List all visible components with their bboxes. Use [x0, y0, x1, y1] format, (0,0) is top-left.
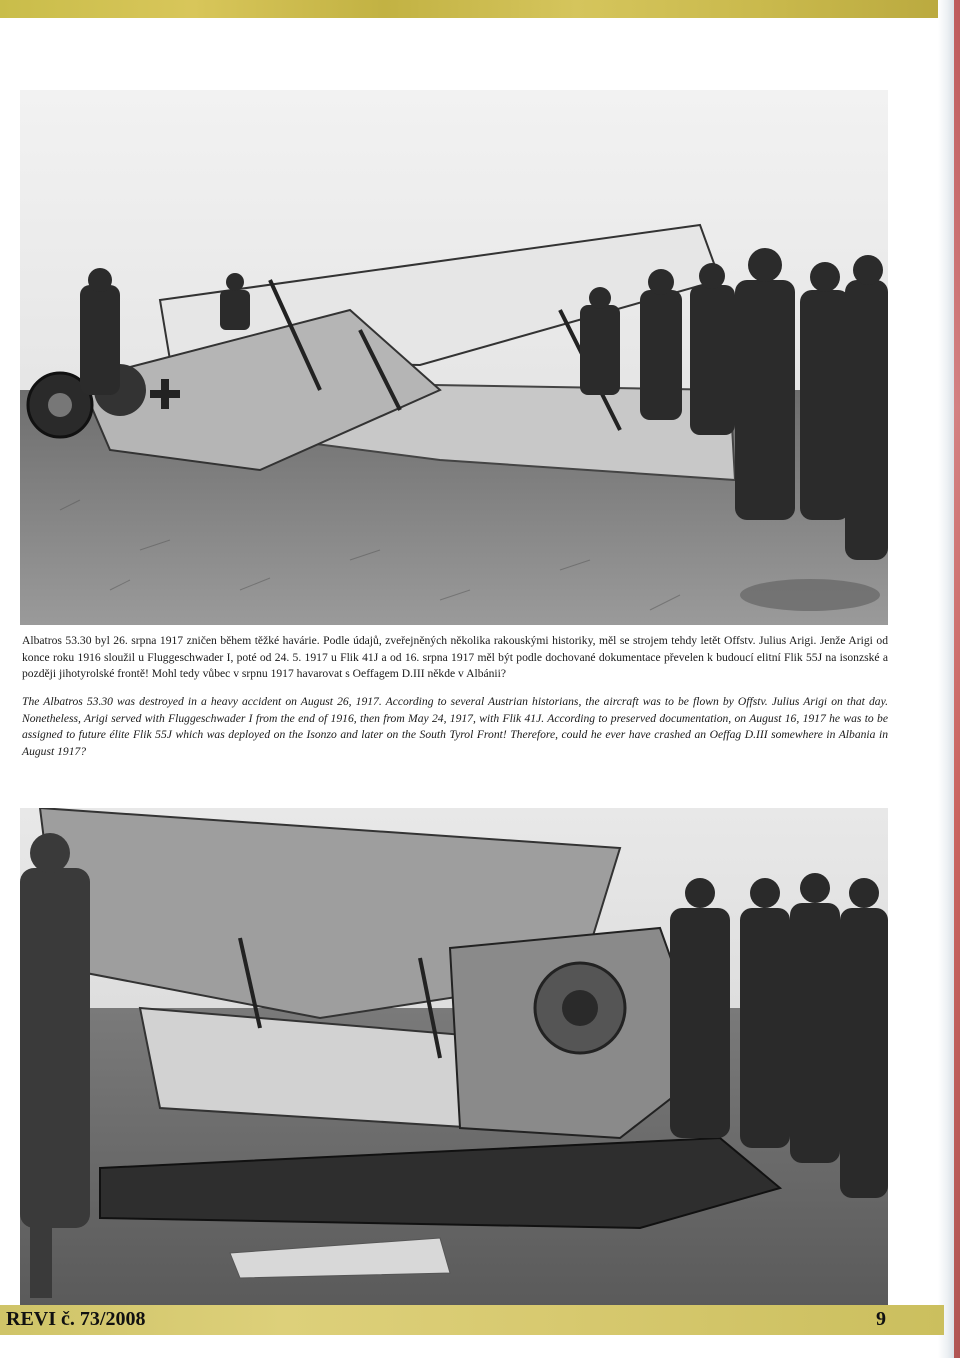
albatros-wreck-photo-1: [20, 90, 888, 625]
top-color-stripe: [0, 0, 960, 18]
magazine-issue-label: REVI č. 73/2008: [6, 1308, 146, 1330]
caption-czech: Albatros 53.30 byl 26. srpna 1917 zničen během těžké havárie. Podle údajů, zveřejněných několika rakouskými historiky, měl se strojem tehdy letět Offstv. Julius Arigi. Jenže Arigi od konce roku 1916 sloužil u Fluggeschwader I, poté od 24. 5. 1917 u Flik 41J a od 16. srpna 1917 měl být podle dochované dokumentace převelen k budoucí elitní Flik 55J na isonzské a později jihotyrolské frontě! Mohl tedy vůbec v srpnu 1917 havarovat s Oeffagem D.III někde v Albánii?: [22, 634, 888, 681]
caption-english: The Albatros 53.30 was destroyed in a heavy accident on August 26, 1917. According to several Austrian historians, the aircraft was to be flown by Offstv. Julius Arigi on that day. Nonetheless, Arigi served with Fluggeschwader I from the end of 1916, then from May 24, 1917, with Flik 41J. According to preserved documentation, on August 16, 1917 he was to be assigned to future élite Flik 55J which was deployed on the Isonzo and later on the South Tyrol Front! Therefore, could he ever have crashed an Oeffag D.III somewhere in Albania in August 1917?: [22, 695, 888, 758]
page-edge-accent: [954, 0, 960, 1358]
albatros-wreck-photo-2: [20, 808, 888, 1308]
page-number: 9: [876, 1308, 886, 1330]
